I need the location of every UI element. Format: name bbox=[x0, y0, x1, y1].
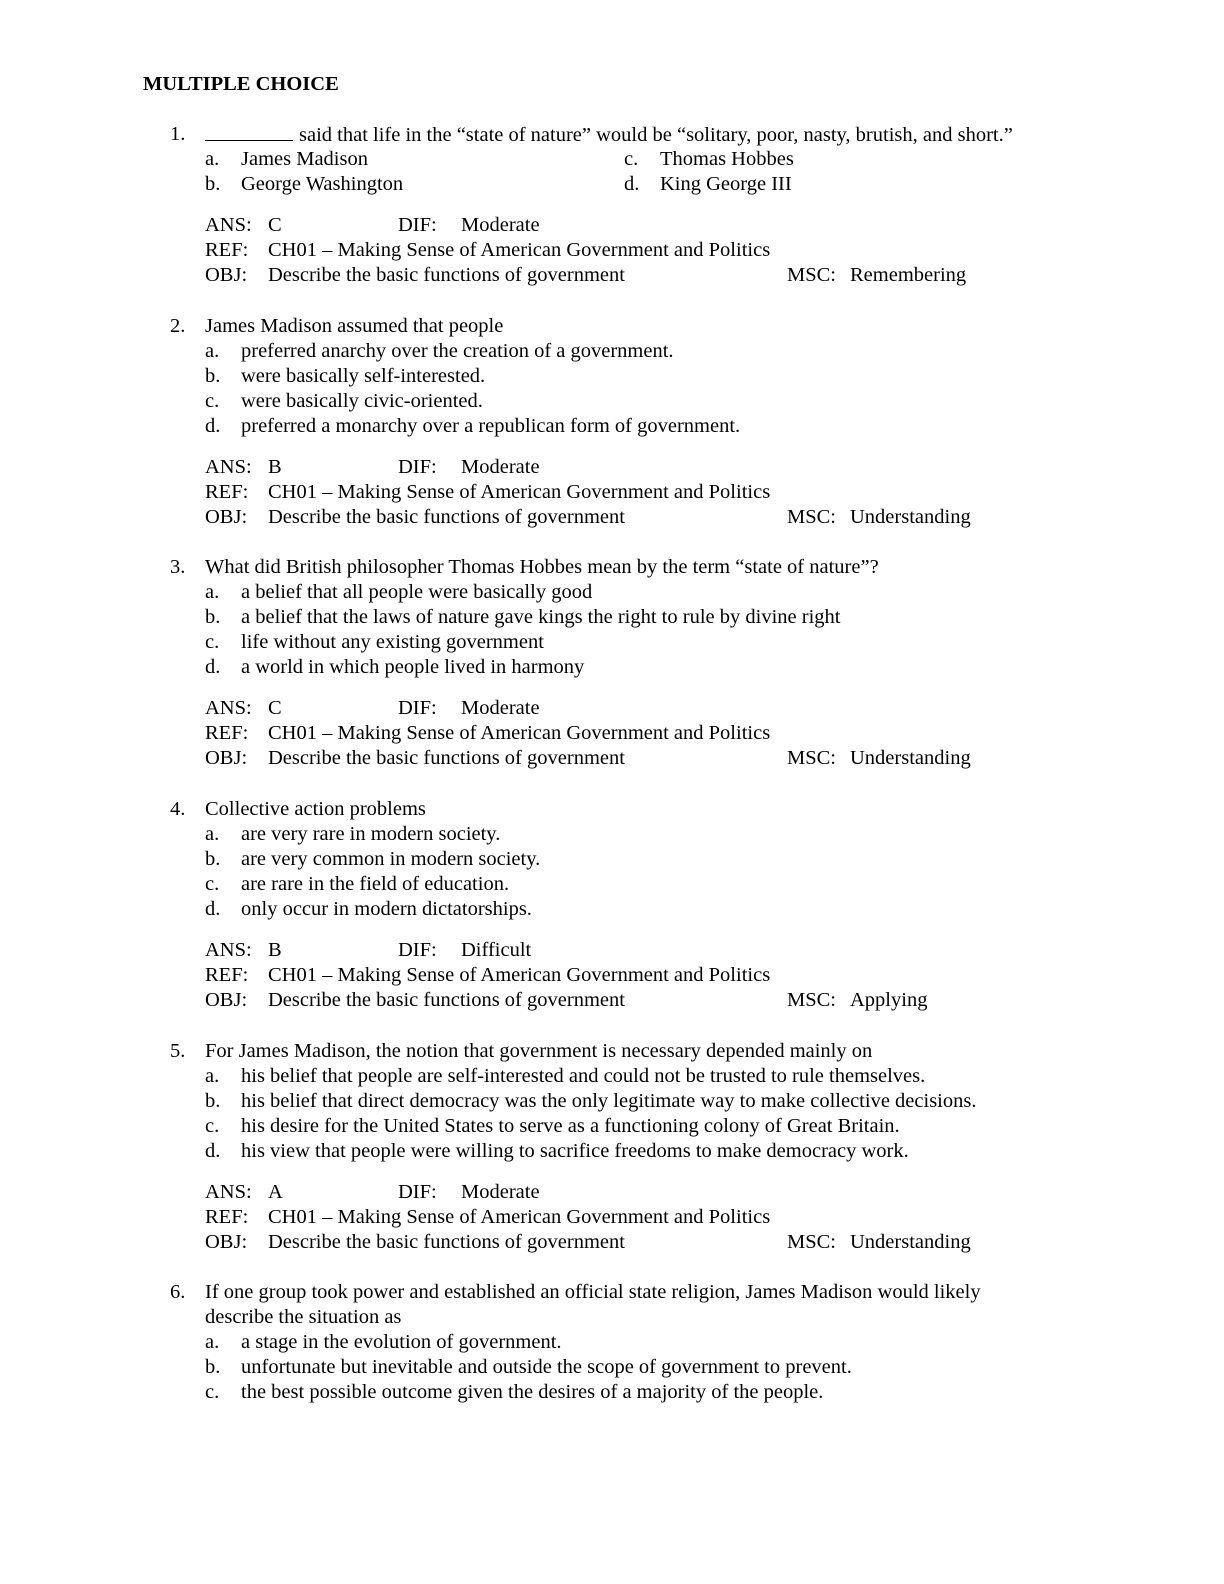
answer-blank bbox=[205, 122, 293, 141]
reference: CH01 – Making Sense of American Government and Politics bbox=[268, 722, 771, 744]
skill-level: Remembering bbox=[850, 264, 967, 286]
reference-meta: REF: CH01 – Making Sense of American Government and Politics bbox=[205, 1206, 771, 1228]
difficulty: Difficult bbox=[461, 939, 532, 961]
skill-level: Applying bbox=[850, 989, 928, 1011]
reference: CH01 – Making Sense of American Government and Politics bbox=[268, 481, 771, 503]
objective-meta: OBJ: Describe the basic functions of government MSC: Understanding bbox=[205, 506, 971, 528]
reference: CH01 – Making Sense of American Government and Politics bbox=[268, 964, 771, 986]
answer-key: A bbox=[268, 1181, 283, 1203]
answer-key: B bbox=[268, 939, 282, 961]
option-row bbox=[0, 172, 1224, 197]
question-text: For James Madison, the notion that government is necessary depended mainly on bbox=[205, 1040, 873, 1062]
option-row: b. unfortunate but inevitable and outside the scope of government to prevent. bbox=[205, 1356, 852, 1378]
question-number: 3. bbox=[170, 556, 186, 578]
answer-meta: ANS: A DIF: Moderate bbox=[205, 1181, 540, 1203]
objective: Describe the basic functions of government bbox=[268, 264, 625, 286]
option-row: a. are very rare in modern society. bbox=[205, 823, 501, 845]
reference-meta: REF: CH01 – Making Sense of American Government and Politics bbox=[205, 239, 771, 261]
question-number: 2. bbox=[170, 315, 186, 337]
option-row: d. only occur in modern dictatorships. bbox=[205, 898, 532, 920]
difficulty: Moderate bbox=[461, 214, 540, 236]
question-text: What did British philosopher Thomas Hobbes mean by the term “state of nature”? bbox=[205, 556, 879, 578]
option-row: c. are rare in the field of education. bbox=[205, 873, 510, 895]
answer-key: C bbox=[268, 214, 282, 236]
objective-meta: OBJ: Describe the basic functions of government MSC: Understanding bbox=[205, 1231, 971, 1253]
answer-meta: ANS: C DIF: Moderate bbox=[205, 214, 540, 236]
objective: Describe the basic functions of government bbox=[268, 1231, 625, 1253]
objective: Describe the basic functions of government bbox=[268, 989, 625, 1011]
objective-meta: OBJ: Describe the basic functions of government MSC: Remembering bbox=[205, 264, 967, 286]
question-2 bbox=[0, 314, 1224, 530]
option-row: a. preferred anarchy over the creation of a government. bbox=[205, 340, 674, 362]
option-row: b. are very common in modern society. bbox=[205, 848, 541, 870]
skill-level: Understanding bbox=[850, 1231, 971, 1253]
objective: Describe the basic functions of government bbox=[268, 506, 625, 528]
option-row: a. a stage in the evolution of government. bbox=[205, 1331, 562, 1353]
question-4 bbox=[0, 797, 1224, 1013]
option-row: b. his belief that direct democracy was the only legitimate way to make collective decisions. bbox=[205, 1090, 977, 1112]
difficulty: Moderate bbox=[461, 1181, 540, 1203]
question-text: Collective action problems bbox=[205, 798, 426, 820]
option-letter: b. bbox=[205, 173, 221, 195]
answer-meta: ANS: C DIF: Moderate bbox=[205, 697, 540, 719]
question-text-continued: describe the situation as bbox=[205, 1306, 402, 1328]
question-5 bbox=[0, 1039, 1224, 1255]
question-number: 5. bbox=[170, 1040, 186, 1062]
option-row: a. his belief that people are self-interested and could not be trusted to rule themselves. bbox=[205, 1065, 926, 1087]
question-1 bbox=[0, 122, 1224, 288]
option-text: James Madison bbox=[241, 148, 368, 170]
reference: CH01 – Making Sense of American Government and Politics bbox=[268, 1206, 771, 1228]
question-number: 4. bbox=[170, 798, 186, 820]
option-text: George Washington bbox=[241, 173, 404, 195]
option-letter: d. bbox=[624, 173, 640, 195]
objective: Describe the basic functions of government bbox=[268, 747, 625, 769]
option-row: c. were basically civic-oriented. bbox=[205, 390, 483, 412]
option-row: c. life without any existing government bbox=[205, 631, 544, 653]
reference-meta: REF: CH01 – Making Sense of American Government and Politics bbox=[205, 481, 771, 503]
objective-meta: OBJ: Describe the basic functions of government MSC: Understanding bbox=[205, 747, 971, 769]
question-number: 6. bbox=[170, 1281, 186, 1303]
option-row: a. a belief that all people were basically good bbox=[205, 581, 593, 603]
option-row: d. preferred a monarchy over a republican form of government. bbox=[205, 415, 741, 437]
option-text: Thomas Hobbes bbox=[660, 148, 794, 170]
reference-meta: REF: CH01 – Making Sense of American Government and Politics bbox=[205, 964, 771, 986]
question-6 bbox=[0, 1280, 1224, 1405]
option-row bbox=[0, 147, 1224, 172]
question-number: 1. bbox=[170, 123, 186, 145]
answer-meta: ANS: B DIF: Moderate bbox=[205, 456, 540, 478]
difficulty: Moderate bbox=[461, 456, 540, 478]
option-row: d. a world in which people lived in harmony bbox=[205, 656, 585, 678]
answer-key: C bbox=[268, 697, 282, 719]
option-row: d. his view that people were willing to sacrifice freedoms to make democracy work. bbox=[205, 1140, 909, 1162]
section-heading: MULTIPLE CHOICE bbox=[143, 73, 339, 95]
question-text: said that life in the “state of nature” would be “solitary, poor, nasty, brutish, and short.” bbox=[205, 122, 1013, 148]
option-row: b. were basically self-interested. bbox=[205, 365, 486, 387]
skill-level: Understanding bbox=[850, 747, 971, 769]
question-3 bbox=[0, 555, 1224, 771]
objective-meta: OBJ: Describe the basic functions of government MSC: Applying bbox=[205, 989, 928, 1011]
skill-level: Understanding bbox=[850, 506, 971, 528]
question-text: If one group took power and established an official state religion, James Madison would likely bbox=[205, 1281, 981, 1303]
option-row: b. a belief that the laws of nature gave kings the right to rule by divine right bbox=[205, 606, 841, 628]
question-text: James Madison assumed that people bbox=[205, 315, 504, 337]
reference: CH01 – Making Sense of American Government and Politics bbox=[268, 239, 771, 261]
option-letter: a. bbox=[205, 148, 220, 170]
option-row: c. his desire for the United States to serve as a functioning colony of Great Britain. bbox=[205, 1115, 900, 1137]
option-row: c. the best possible outcome given the desires of a majority of the people. bbox=[205, 1381, 824, 1403]
reference-meta: REF: CH01 – Making Sense of American Government and Politics bbox=[205, 722, 771, 744]
difficulty: Moderate bbox=[461, 697, 540, 719]
option-text: King George III bbox=[660, 173, 792, 195]
answer-key: B bbox=[268, 456, 282, 478]
option-letter: c. bbox=[624, 148, 639, 170]
answer-meta: ANS: B DIF: Difficult bbox=[205, 939, 532, 961]
